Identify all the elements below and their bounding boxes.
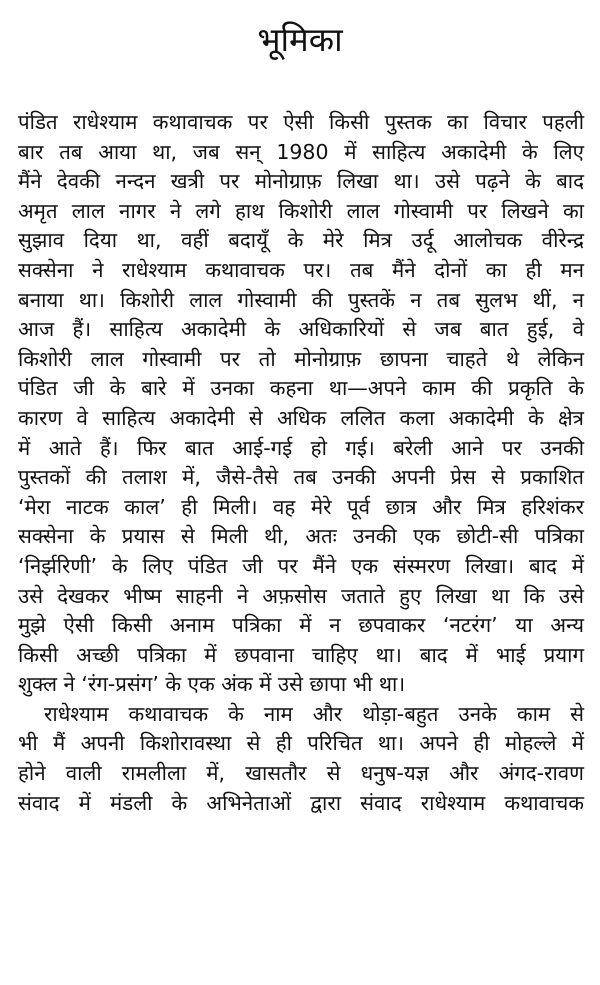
text-line: मुझे ऐसी किसी अनाम पत्रिका में न छपवाकर ‘नटरंग’ या अन्य (18, 613, 584, 638)
text-line: किशोरी लाल गोस्वामी पर तो मोनोग्राफ़ छापना चाहते थे लेकिन (18, 346, 584, 371)
text-line: आज हैं। साहित्य अकादेमी के अधिकारियों से जब बात हुई, वे (18, 317, 584, 342)
text-line: शुक्ल ने ‘रंग-प्रसंग’ के एक अंक में उसे छापा भी था। (18, 672, 406, 697)
text-line: में आते हैं। फिर बात आई-गई हो गई। बरेली आने पर उनकी (18, 435, 584, 460)
text-line: सक्सेना के प्रयास से मिली थी, अतः उनकी एक छोटी-सी पत्रिका (18, 524, 584, 549)
text-line: भी मैं अपनी किशोरावस्था से ही परिचित था। अपने ही मोहल्ले में (18, 731, 584, 756)
text-line: अमृत लाल नागर ने लगे हाथ किशोरी लाल गोस्वामी पर लिखने का (18, 198, 584, 223)
text-line: उसे देखकर भीष्म साहनी ने अफ़सोस जताते हुए लिखा था कि उसे (18, 583, 584, 608)
text-line: बनाया था। किशोरी लाल गोस्वामी की पुस्तकें न तब सुलभ थीं, न (18, 287, 584, 312)
text-line: पंडित राधेश्याम कथावाचक पर ऐसी किसी पुस्तक का विचार पहली (18, 110, 584, 134)
text-line: ‘मेरा नाटक काल’ ही मिली। वह मेरे पूर्व छात्र और मित्र हरिशंकर (18, 494, 584, 519)
text-line: सक्सेना ने राधेश्याम कथावाचक पर। तब मैंने दोनों का ही मन (18, 257, 584, 282)
text-line: होने वाली रामलीला में, खासतौर से धनुष-यज्ञ और अंगद-रावण (18, 761, 584, 786)
text-line: कारण वे साहित्य अकादेमी से अधिक ललित कला अकादेमी के क्षेत्र (18, 405, 584, 430)
text-line: पुस्तकों की तलाश में, जैसे-तैसे तब उनकी अपनी प्रेस से प्रकाशित (18, 465, 584, 490)
text-line: पंडित जी के बारे में उनका कहना था—अपने काम की प्रकृति के (18, 376, 584, 401)
text-line: राधेश्याम कथावाचक के नाम और थोड़ा-बहुत उनके काम से (44, 701, 584, 726)
page-title: भूमिका (257, 20, 343, 59)
text-line: सुझाव दिया था, वहीं बदायूँ के मेरे मित्र उर्दू आलोचक वीरेन्द्र (18, 228, 584, 253)
text-line: संवाद में मंडली के अभिनेताओं द्वारा संवाद राधेश्याम कथावाचक (18, 790, 584, 815)
document-body (18, 108, 584, 818)
text-line: ‘निर्झरिणी’ के लिए पंडित जी पर मैंने एक संस्मरण लिखा। बाद में (18, 553, 584, 578)
text-line: किसी अच्छी पत्रिका में छपवाना चाहिए था। बाद में भाई प्रयाग (18, 642, 584, 667)
text-line: बार तब आया था, जब सन् 1980 में साहित्य अकादेमी के लिए (18, 139, 584, 164)
text-line: मैंने देवकी नन्दन खत्री पर मोनोग्राफ़ लिखा था। उसे पढ़ने के बाद (18, 169, 584, 194)
